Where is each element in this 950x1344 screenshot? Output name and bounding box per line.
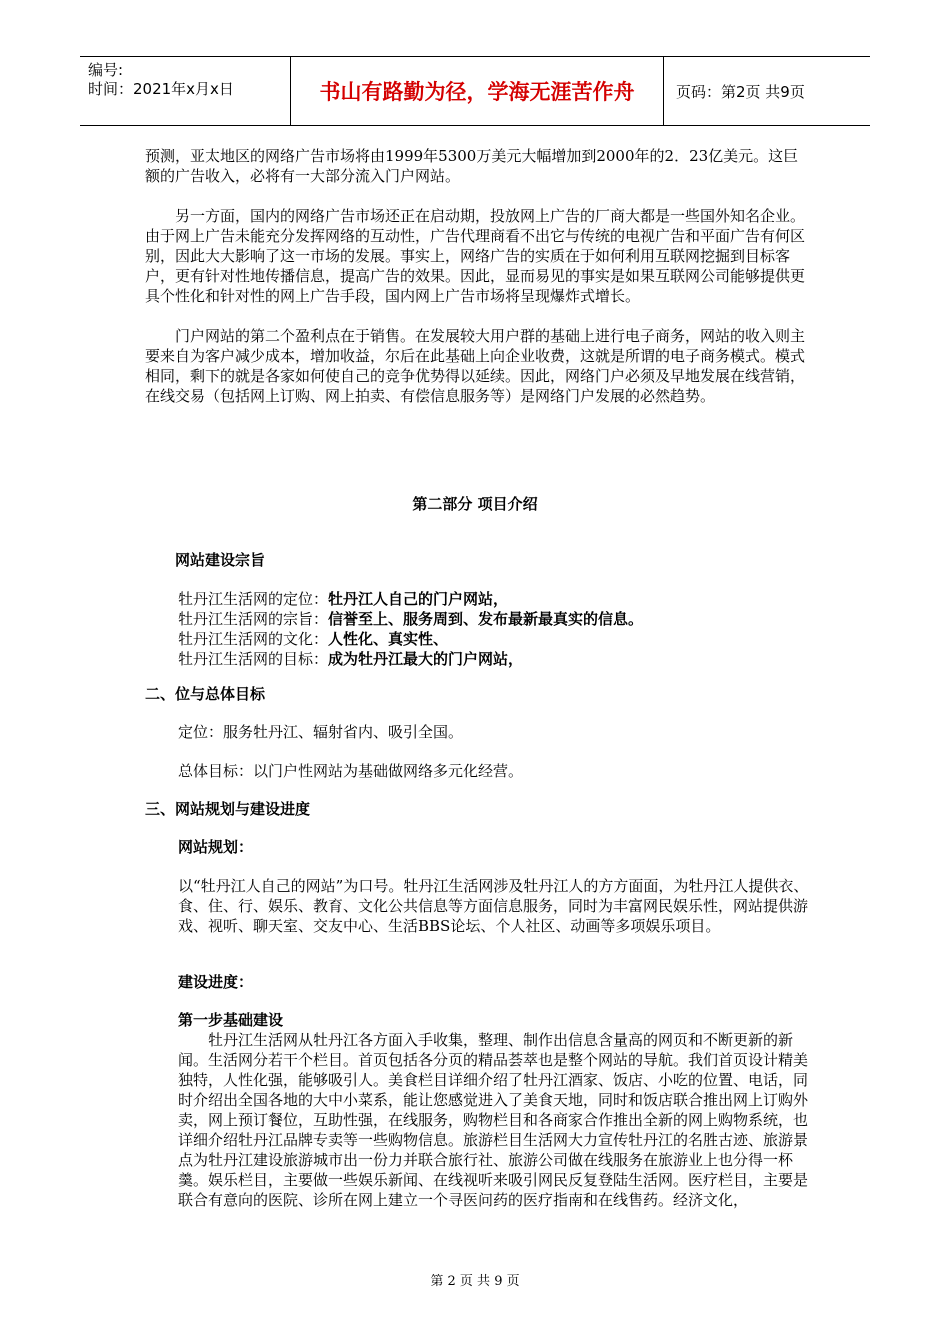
overall-goal-text: 总体目标：以门户性网站为基础做网络多元化经营。	[178, 762, 524, 780]
paragraph-1: 预测，亚太地区的网络广告市场将由1999年5300万美元大幅增加到2000年的2．23亿美元。这巨额的广告收入，必将有一大部分流入门户网站。	[145, 147, 799, 185]
progress-heading: 建设进度：	[178, 973, 254, 991]
time-label: 时间：2021年x月x日	[88, 80, 234, 98]
step1-text: 牡丹江生活网从牡丹江各方面入手收集，整理、制作出信息含量高的网页和不断更新的新闻。生活网分若干个栏目。首页包括各分页的精品荟萃也是整个网站的导航。我们首页设计精美独特，人性化强，能够吸引人。美食栏目详细介绍了牡丹江酒家、饭店、小吃的位置、电话，同时介绍出全国各地的大中小菜系，能让您感觉进入了美食天地，同时和饭店联合推出网上订购外卖，网上预订餐位，互助性强，在线服务，购物栏目和各商家合作推出全新的网上购物系统，也详细介绍牡丹江品牌专卖等一些购物信息。旅游栏目生活网大力宣传牡丹江的名胜古迹、旅游景点为牡丹江建设旅游城市出一份力并联合旅行社、旅游公司做在线服务在旅游业上也分得一杯羹。娱乐栏目，主要做一些娱乐新闻、在线视听来吸引网民反复登陆生活网。医疗栏目，主要是联合有意向的医院、诊所在网上建立一个寻医问药的医疗指南和在线售药。经济文化，	[178, 1031, 809, 1209]
purpose-heading: 网站建设宗旨	[175, 551, 266, 569]
step1-heading: 第一步基础建设	[178, 1011, 284, 1029]
heading-2: 二、位与总体目标	[145, 685, 266, 703]
purpose-item: 牡丹江生活网的目标：成为牡丹江最大的门户网站，	[178, 650, 524, 668]
number-label: 编号:	[88, 61, 124, 79]
paragraph-3: 门户网站的第二个盈利点在于销售。在发展较大用户群的基础上进行电子商务，网站的收入则主要来自为客户减少成本，增加收益，尔后在此基础上向企业收费，这就是所谓的电子商务模式。模式相同，剩下的就是各家如何使自己的竞争优势得以延续。因此，网络门户必须及早地发展在线营销，在线交易（包括网上订购、网上拍卖、有偿信息服务等）是网络门户发展的必然趋势。	[145, 327, 806, 405]
section-title: 第二部分 项目介绍	[412, 495, 538, 513]
header-left-cell	[80, 57, 290, 125]
intro-paragraphs	[145, 146, 810, 406]
page-header	[80, 56, 870, 126]
purpose-item: 牡丹江生活网的宗旨：信誉至上、服务周到、发布最新最真实的信息。	[178, 610, 644, 628]
purpose-item: 牡丹江生活网的文化：人性化、真实性、	[178, 630, 449, 648]
header-page-label: 页码：第2页 共9页	[676, 82, 805, 101]
heading-3: 三、网站规划与建设进度	[145, 800, 311, 818]
paragraph-2: 另一方面，国内的网络广告市场还正在启动期，投放网上广告的厂商大都是一些国外知名企业。由于网上广告未能充分发挥网络的互动性，广告代理商看不出它与传统的电视广告和平面广告有何区别，因此大大影响了这一市场的发展。事实上，网络广告的实质在于如何利用互联网挖掘到目标客户，更有针对性地传播信息，提高广告的效果。因此，显而易见的事实是如果互联网公司能够提供更具个性化和针对性的网上广告手段，国内网上广告市场将呈现爆炸式增长。	[145, 207, 806, 305]
purpose-list	[178, 589, 778, 669]
plan-text: 以“牡丹江人自己的网站”为口号。牡丹江生活网涉及牡丹江人的方方面面，为牡丹江人提供衣、食、住、行、娱乐、教育、文化公共信息等方面信息服务，同时为丰富网民娱乐性，网站提供游戏、视听、聊天室、交友中心、生活BBS论坛、个人社区、动画等多项娱乐项目。	[178, 877, 809, 935]
page-footer: 第 2 页 共 9 页	[430, 1274, 520, 1289]
positioning-text: 定位：服务牡丹江、辐射省内、吸引全国。	[178, 723, 464, 741]
header-motto: 书山有路勤为径，学海无涯苦作舟	[290, 57, 664, 125]
plan-heading: 网站规划：	[178, 838, 254, 856]
purpose-item: 牡丹江生活网的定位：牡丹江人自己的门户网站，	[178, 590, 509, 608]
